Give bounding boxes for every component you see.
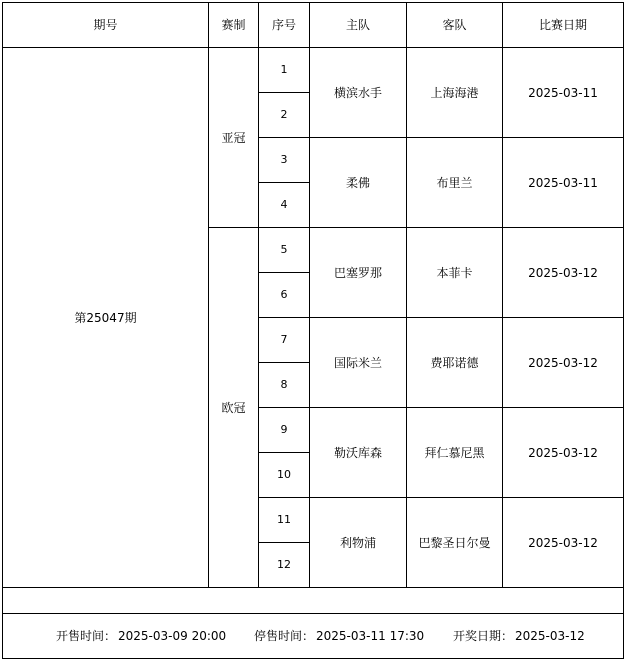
sale-stop-label: 停售时间： bbox=[254, 629, 315, 643]
header-row bbox=[3, 3, 624, 48]
away-team-cell: 上海海港 bbox=[407, 48, 503, 138]
header-period: 期号 bbox=[3, 3, 209, 48]
home-team-cell: 国际米兰 bbox=[310, 318, 407, 408]
home-team-cell: 利物浦 bbox=[310, 498, 407, 588]
match-date-cell: 2025-03-12 bbox=[503, 228, 624, 318]
seq-cell: 10 bbox=[259, 453, 310, 498]
seq-cell: 4 bbox=[259, 183, 310, 228]
sale-start-label: 开售时间： bbox=[56, 629, 117, 643]
empty-cell bbox=[3, 588, 624, 614]
home-team-cell: 巴塞罗那 bbox=[310, 228, 407, 318]
sale-stop bbox=[254, 629, 453, 643]
footer-row bbox=[3, 614, 624, 659]
period-cell: 第25047期 bbox=[3, 48, 209, 588]
header-away: 客队 bbox=[407, 3, 503, 48]
match-schedule-table bbox=[2, 2, 624, 659]
sale-start-value: 2025-03-09 20:00 bbox=[118, 629, 227, 643]
away-team-cell: 本菲卡 bbox=[407, 228, 503, 318]
header-home: 主队 bbox=[310, 3, 407, 48]
away-team-cell: 布里兰 bbox=[407, 138, 503, 228]
type-cell: 亚冠 bbox=[209, 48, 259, 228]
seq-cell: 11 bbox=[259, 498, 310, 543]
home-team-cell: 横滨水手 bbox=[310, 48, 407, 138]
draw-date bbox=[453, 629, 585, 643]
match-date-cell: 2025-03-11 bbox=[503, 48, 624, 138]
header-seq: 序号 bbox=[259, 3, 310, 48]
seq-cell: 8 bbox=[259, 363, 310, 408]
header-date: 比赛日期 bbox=[503, 3, 624, 48]
seq-cell: 5 bbox=[259, 228, 310, 273]
draw-date-label: 开奖日期： bbox=[453, 629, 514, 643]
sale-info bbox=[3, 629, 623, 643]
away-team-cell: 巴黎圣日尔曼 bbox=[407, 498, 503, 588]
seq-cell: 3 bbox=[259, 138, 310, 183]
match-date-cell: 2025-03-11 bbox=[503, 138, 624, 228]
header-type: 赛制 bbox=[209, 3, 259, 48]
away-team-cell: 拜仁慕尼黑 bbox=[407, 408, 503, 498]
sale-stop-value: 2025-03-11 17:30 bbox=[316, 629, 425, 643]
seq-cell: 6 bbox=[259, 273, 310, 318]
match-date-cell: 2025-03-12 bbox=[503, 318, 624, 408]
sale-start bbox=[56, 629, 254, 643]
match-date-cell: 2025-03-12 bbox=[503, 408, 624, 498]
seq-cell: 2 bbox=[259, 93, 310, 138]
spacer-row bbox=[3, 588, 624, 614]
type-cell: 欧冠 bbox=[209, 228, 259, 588]
seq-cell: 1 bbox=[259, 48, 310, 93]
match-date-cell: 2025-03-12 bbox=[503, 498, 624, 588]
home-team-cell: 勒沃库森 bbox=[310, 408, 407, 498]
seq-cell: 9 bbox=[259, 408, 310, 453]
away-team-cell: 费耶诺德 bbox=[407, 318, 503, 408]
home-team-cell: 柔佛 bbox=[310, 138, 407, 228]
seq-cell: 7 bbox=[259, 318, 310, 363]
sale-info-cell bbox=[3, 614, 624, 659]
draw-date-value: 2025-03-12 bbox=[515, 629, 585, 643]
table-row bbox=[3, 48, 624, 93]
seq-cell: 12 bbox=[259, 543, 310, 588]
